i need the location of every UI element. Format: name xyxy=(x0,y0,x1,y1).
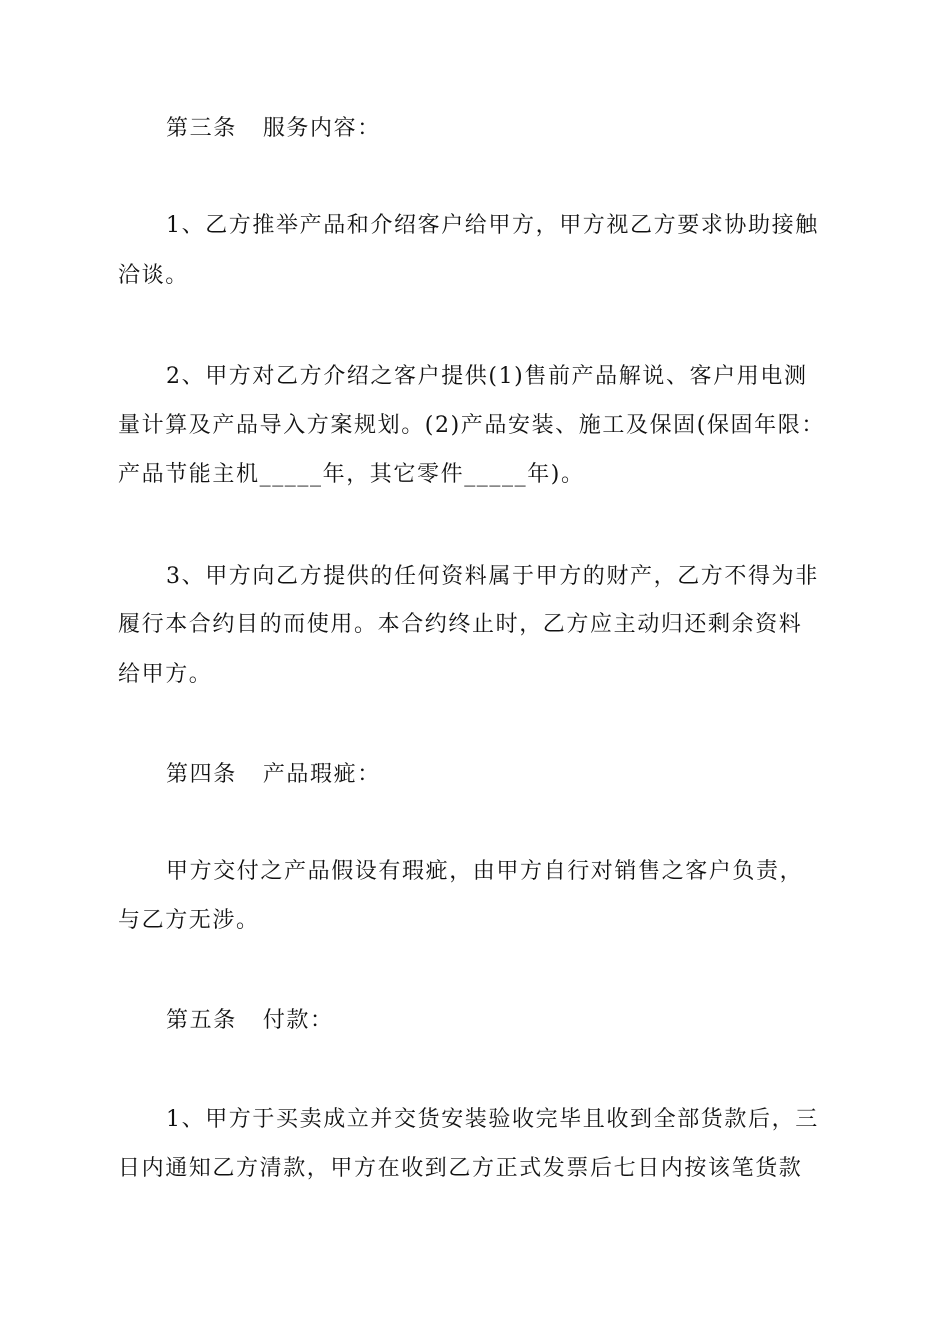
article-3-item-3-line-2: 履行本合约目的而使用。本合约终止时，乙方应主动归还剩余资料 xyxy=(118,612,803,637)
article-3-item-2-line-2: 量计算及产品导入方案规划。(2)产品安装、施工及保固(保固年限： xyxy=(118,413,825,438)
article-4-line-2: 与乙方无涉。 xyxy=(118,908,260,933)
article-4-line-1: 甲方交付之产品假设有瑕疵，由甲方自行对销售之客户负责， xyxy=(166,859,804,884)
article-3-number: 第三条 xyxy=(166,116,237,141)
article-5-item-1-line-1: 1、甲方于买卖成立并交货安装验收完毕且收到全部货款后，三 xyxy=(166,1107,819,1132)
article-3-item-3-line-1: 3、甲方向乙方提供的任何资料属于甲方的财产，乙方不得为非 xyxy=(166,564,819,589)
article-3-title: 服务内容： xyxy=(262,116,381,141)
article-4-number: 第四条 xyxy=(166,762,237,787)
article-4-heading xyxy=(166,759,886,791)
article-3-item-1-line-2: 洽谈。 xyxy=(118,263,189,288)
article-3-heading xyxy=(166,113,886,145)
article-5-item-1-line-2: 日内通知乙方清款，甲方在收到乙方正式发票后七日内按该笔货款 xyxy=(118,1156,803,1181)
article-3-item-1-line-1: 1、乙方推举产品和介绍客户给甲方，甲方视乙方要求协助接触 xyxy=(166,213,819,238)
article-3-item-2-line-3: 产品节能主机_____年，其它零件_____年)。 xyxy=(118,462,585,487)
article-5-number: 第五条 xyxy=(166,1008,237,1033)
article-5-heading xyxy=(166,1005,886,1037)
article-5-title: 付款： xyxy=(262,1008,334,1033)
article-3-item-2-line-1: 2、甲方对乙方介绍之客户提供(1)售前产品解说、客户用电测 xyxy=(166,364,808,389)
article-4-title: 产品瑕疵： xyxy=(262,762,381,787)
article-3-item-3-line-3: 给甲方。 xyxy=(118,662,213,687)
